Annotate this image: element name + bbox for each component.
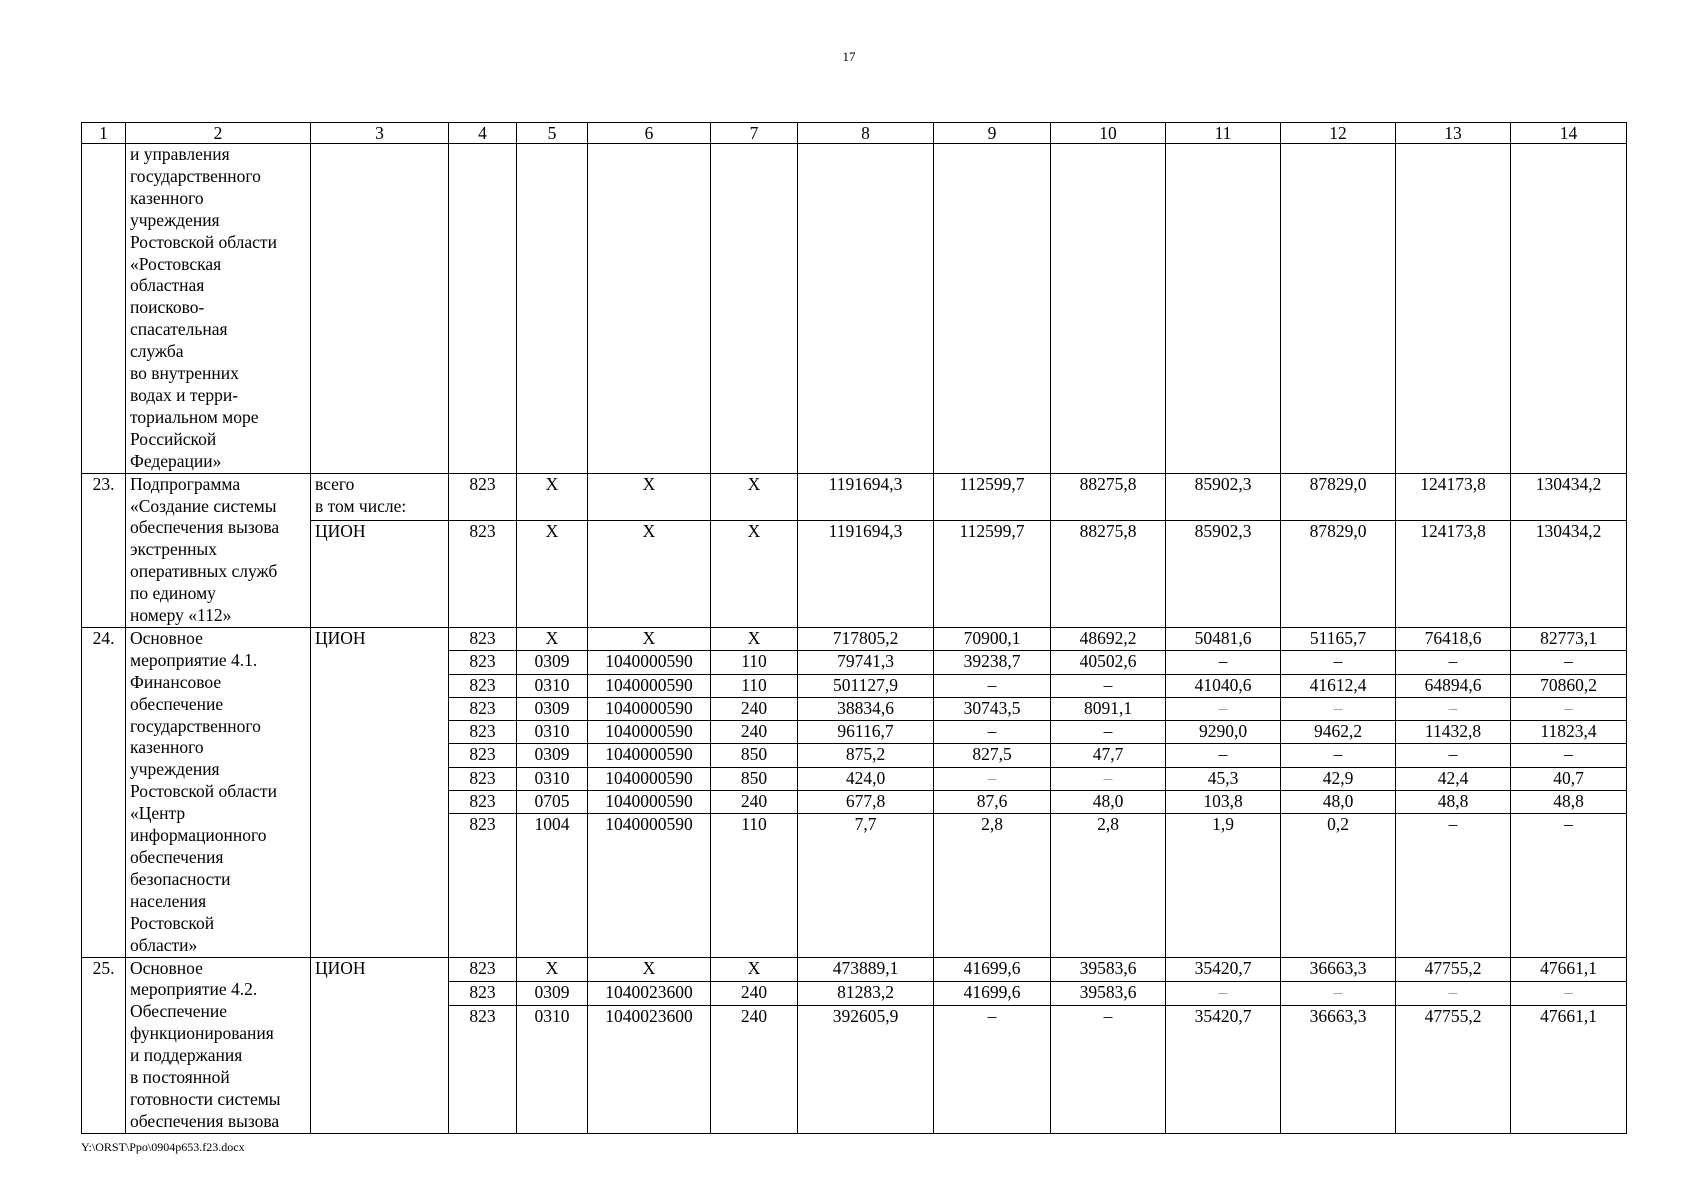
column-number-header: 4: [449, 123, 517, 144]
table-cell: –: [1396, 744, 1511, 767]
table-cell: 41612,4: [1281, 674, 1396, 697]
table-cell: 0310: [517, 674, 588, 697]
table-cell: 110: [711, 814, 798, 957]
table-cell: 82773,1: [1511, 627, 1627, 650]
table-cell: 0705: [517, 790, 588, 813]
table-cell: Х: [711, 957, 798, 981]
table-cell: 424,0: [798, 767, 934, 790]
table-cell: 40502,6: [1051, 651, 1166, 674]
table-cell: 45,3: [1166, 767, 1281, 790]
table-cell: 24.: [82, 627, 126, 957]
table-cell: –: [1051, 721, 1166, 744]
table-row: [82, 521, 1627, 628]
table-row: [82, 473, 1627, 521]
table-cell: 47,7: [1051, 744, 1166, 767]
table-cell: 41040,6: [1166, 674, 1281, 697]
table-cell: 823: [449, 721, 517, 744]
table-cell: –: [1511, 814, 1627, 957]
table-cell: 96116,7: [798, 721, 934, 744]
column-number-header: 2: [126, 123, 311, 144]
table-cell: 88275,8: [1051, 473, 1166, 521]
table-cell: 9290,0: [1166, 721, 1281, 744]
table-cell: 1040000590: [588, 651, 711, 674]
table-cell: 1040000590: [588, 721, 711, 744]
table-cell: 47755,2: [1396, 957, 1511, 981]
table-cell: 76418,6: [1396, 627, 1511, 650]
column-number-header: 5: [517, 123, 588, 144]
table-cell: –: [1396, 981, 1511, 1005]
table-cell: 36663,3: [1281, 1006, 1396, 1134]
table-cell: 1040000590: [588, 744, 711, 767]
table-cell: Подпрограмма «Создание системы обеспечения вызова экстренных оперативных служб по единому номеру «112»: [126, 473, 311, 627]
table-cell: 40,7: [1511, 767, 1627, 790]
column-number-header: 11: [1166, 123, 1281, 144]
table-cell: 48692,2: [1051, 627, 1166, 650]
table-cell: 823: [449, 651, 517, 674]
column-number-header: 9: [934, 123, 1051, 144]
table-cell: –: [934, 721, 1051, 744]
table-cell: 823: [449, 1006, 517, 1134]
table-cell: 1004: [517, 814, 588, 957]
table-cell: 240: [711, 721, 798, 744]
table-cell: –: [934, 674, 1051, 697]
table-cell: Основное мероприятие 4.2. Обеспечение функционирования и поддержания в постоянной готовности системы обеспечения вызова: [126, 957, 311, 1133]
budget-table: [81, 122, 1627, 1134]
table-cell: 47661,1: [1511, 1006, 1627, 1134]
table-cell: 0309: [517, 651, 588, 674]
table-cell: ЦИОН: [311, 521, 449, 628]
table-cell: –: [1051, 674, 1166, 697]
table-cell: –: [1511, 744, 1627, 767]
table-cell: [934, 144, 1051, 474]
table-cell: 42,4: [1396, 767, 1511, 790]
table-cell: 70860,2: [1511, 674, 1627, 697]
table-cell: 36663,3: [1281, 957, 1396, 981]
table-row: [82, 957, 1627, 981]
table-row: [82, 627, 1627, 650]
column-number-header: 3: [311, 123, 449, 144]
table-cell: 0309: [517, 697, 588, 720]
table-cell: 70900,1: [934, 627, 1051, 650]
table-cell: 41699,6: [934, 981, 1051, 1005]
table-cell: 823: [449, 744, 517, 767]
table-cell: 823: [449, 957, 517, 981]
table-cell: 823: [449, 697, 517, 720]
document-file-path: Y:\ORST\Ppo\0904p653.f23.docx: [81, 1140, 245, 1154]
table-cell: 0309: [517, 744, 588, 767]
table-cell: Х: [711, 521, 798, 628]
table-cell: 1040023600: [588, 981, 711, 1005]
table-cell: 48,8: [1511, 790, 1627, 813]
table-cell: Х: [711, 627, 798, 650]
table-cell: 240: [711, 1006, 798, 1134]
table-cell: [711, 144, 798, 474]
table-cell: 48,8: [1396, 790, 1511, 813]
table-cell: –: [1281, 744, 1396, 767]
table-cell: и управления государственного казенного учреждения Ростовской области «Ростовская областная поисково- спасательная служба во внутренних водах и терри- ториальном море Российской Федерации»: [126, 144, 311, 474]
table-cell: 823: [449, 790, 517, 813]
table-cell: 11432,8: [1396, 721, 1511, 744]
table-cell: 823: [449, 521, 517, 628]
table-cell: 87829,0: [1281, 473, 1396, 521]
table-cell: 41699,6: [934, 957, 1051, 981]
column-number-header: 10: [1051, 123, 1166, 144]
table-cell: 850: [711, 744, 798, 767]
table-cell: 110: [711, 674, 798, 697]
table-cell: 103,8: [1166, 790, 1281, 813]
table-cell: 1,9: [1166, 814, 1281, 957]
table-cell: 124173,8: [1396, 473, 1511, 521]
table-cell: 48,0: [1051, 790, 1166, 813]
table-cell: Х: [517, 521, 588, 628]
table-cell: –: [1511, 981, 1627, 1005]
table-cell: [517, 144, 588, 474]
table-cell: 677,8: [798, 790, 934, 813]
table-cell: 87829,0: [1281, 521, 1396, 628]
table-cell: ЦИОН: [311, 627, 449, 957]
table-cell: 51165,7: [1281, 627, 1396, 650]
table-cell: –: [1511, 697, 1627, 720]
table-cell: 1040000590: [588, 814, 711, 957]
table-cell: 35420,7: [1166, 1006, 1281, 1134]
table-cell: 850: [711, 767, 798, 790]
table-cell: 11823,4: [1511, 721, 1627, 744]
table-cell: 9462,2: [1281, 721, 1396, 744]
table-cell: 717805,2: [798, 627, 934, 650]
table-cell: Х: [517, 473, 588, 521]
column-number-header: 12: [1281, 123, 1396, 144]
column-number-header: 8: [798, 123, 934, 144]
table-cell: –: [934, 767, 1051, 790]
table-cell: Х: [588, 627, 711, 650]
table-cell: 2,8: [934, 814, 1051, 957]
table-cell: 38834,6: [798, 697, 934, 720]
table-body: [82, 123, 1627, 1134]
table-cell: 130434,2: [1511, 473, 1627, 521]
column-number-header: 7: [711, 123, 798, 144]
table-cell: 39583,6: [1051, 957, 1166, 981]
table-cell: 473889,1: [798, 957, 934, 981]
table-cell: 823: [449, 627, 517, 650]
table-cell: –: [1166, 981, 1281, 1005]
table-cell: Х: [588, 473, 711, 521]
column-number-header: 1: [82, 123, 126, 144]
table-cell: 64894,6: [1396, 674, 1511, 697]
table-cell: [1051, 144, 1166, 474]
table-cell: 240: [711, 790, 798, 813]
table-cell: 0310: [517, 767, 588, 790]
table-cell: –: [1051, 767, 1166, 790]
table-cell: 39238,7: [934, 651, 1051, 674]
table-cell: Х: [588, 957, 711, 981]
table-cell: 827,5: [934, 744, 1051, 767]
table-cell: 47661,1: [1511, 957, 1627, 981]
table-cell: 392605,9: [798, 1006, 934, 1134]
table-cell: 110: [711, 651, 798, 674]
table-cell: 1040023600: [588, 1006, 711, 1134]
column-number-header: 14: [1511, 123, 1627, 144]
table-cell: 2,8: [1051, 814, 1166, 957]
table-cell: –: [1511, 651, 1627, 674]
table-cell: –: [1281, 981, 1396, 1005]
table-cell: 35420,7: [1166, 957, 1281, 981]
table-cell: 823: [449, 674, 517, 697]
table-cell: 48,0: [1281, 790, 1396, 813]
table-cell: 23.: [82, 473, 126, 627]
table-cell: 1040000590: [588, 790, 711, 813]
table-cell: 823: [449, 473, 517, 521]
table-cell: 30743,5: [934, 697, 1051, 720]
table-cell: –: [1396, 814, 1511, 957]
table-cell: 81283,2: [798, 981, 934, 1005]
table-cell: 1040000590: [588, 674, 711, 697]
table-cell: 7,7: [798, 814, 934, 957]
table-cell: Х: [711, 473, 798, 521]
table-cell: Основное мероприятие 4.1. Финансовое обеспечение государственного казенного учреждения Ростовской области «Центр информационного обеспечения безопасности населения Ростовской области»: [126, 627, 311, 957]
table-cell: 875,2: [798, 744, 934, 767]
table-cell: 1040000590: [588, 767, 711, 790]
table-cell: 112599,7: [934, 473, 1051, 521]
table-cell: [798, 144, 934, 474]
table-cell: [311, 144, 449, 474]
table-cell: –: [1396, 697, 1511, 720]
table-cell: 8091,1: [1051, 697, 1166, 720]
table-cell: 501127,9: [798, 674, 934, 697]
table-cell: 0309: [517, 981, 588, 1005]
table-cell: 823: [449, 767, 517, 790]
table-cell: 25.: [82, 957, 126, 1133]
table-cell: –: [1051, 1006, 1166, 1134]
table-cell: 42,9: [1281, 767, 1396, 790]
table-cell: всего в том числе:: [311, 473, 449, 521]
table-cell: –: [1166, 651, 1281, 674]
table-cell: 240: [711, 981, 798, 1005]
column-number-header-row: [82, 123, 1627, 144]
table-cell: Х: [517, 957, 588, 981]
table-cell: 85902,3: [1166, 521, 1281, 628]
table-cell: –: [1396, 651, 1511, 674]
table-cell: 87,6: [934, 790, 1051, 813]
table-cell: 0310: [517, 721, 588, 744]
table-cell: –: [934, 1006, 1051, 1134]
table-cell: 79741,3: [798, 651, 934, 674]
table-cell: [1281, 144, 1396, 474]
column-number-header: 6: [588, 123, 711, 144]
page-number: 17: [842, 49, 856, 64]
table-cell: 130434,2: [1511, 521, 1627, 628]
table-cell: [588, 144, 711, 474]
table-cell: 823: [449, 814, 517, 957]
table-cell: –: [1281, 697, 1396, 720]
table-cell: [82, 144, 126, 474]
table-cell: 240: [711, 697, 798, 720]
table-cell: –: [1166, 744, 1281, 767]
table-cell: –: [1166, 697, 1281, 720]
table-cell: 124173,8: [1396, 521, 1511, 628]
table-cell: 47755,2: [1396, 1006, 1511, 1134]
table-cell: Х: [517, 627, 588, 650]
table-cell: 39583,6: [1051, 981, 1166, 1005]
table-cell: –: [1281, 651, 1396, 674]
table-cell: 1040000590: [588, 697, 711, 720]
table-cell: [1511, 144, 1627, 474]
table-cell: ЦИОН: [311, 957, 449, 1133]
table-row: [82, 144, 1627, 474]
table-cell: 1191694,3: [798, 521, 934, 628]
table-cell: [1166, 144, 1281, 474]
table-cell: 823: [449, 981, 517, 1005]
column-number-header: 13: [1396, 123, 1511, 144]
table-cell: 112599,7: [934, 521, 1051, 628]
table-cell: 50481,6: [1166, 627, 1281, 650]
table-cell: [449, 144, 517, 474]
table-cell: [1396, 144, 1511, 474]
table-cell: 1191694,3: [798, 473, 934, 521]
table-cell: 0,2: [1281, 814, 1396, 957]
table-cell: 88275,8: [1051, 521, 1166, 628]
table-cell: 0310: [517, 1006, 588, 1134]
table-cell: Х: [588, 521, 711, 628]
table-cell: 85902,3: [1166, 473, 1281, 521]
